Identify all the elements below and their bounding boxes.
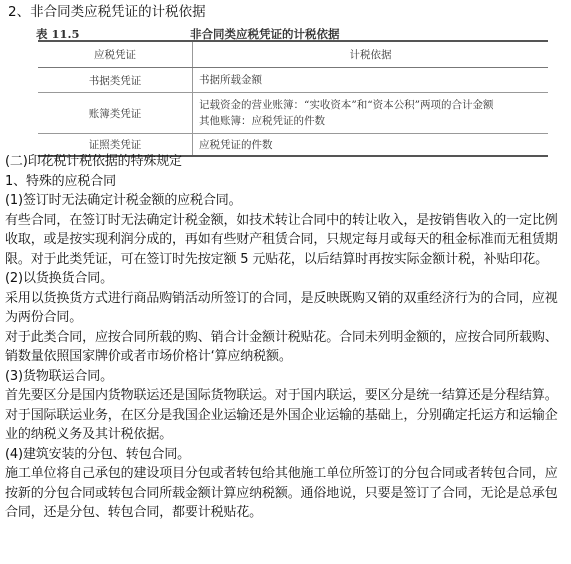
table-header-row [38,41,548,68]
paragraph: 施工单位将自己承包的建设项目分包或者转包给其他施工单位所签订的分包合同或者转包合同，应按新的分包合同或转包合同所载金额计算应纳税额。通俗地说，只要是签订了合同，无论是总承包合同，还是分包、转包合同，都要计税贴花。 [5,466,558,520]
subsection-heading: (二)印花税计税依据的特殊规定 [5,154,182,169]
table-title: 非合同类应税凭证的计税依据 [190,27,340,41]
paragraph: 有些合同，在签订时无法确定计税金额，如技术转让合同中的转让收入，是按销售收入的一定比例收取，或是按实现利润分成的，再如有些财产租赁合同，只规定每月或每天的租金标准而无租赁期限。对于此类凭证，可在签订时先按定额 5 元贴花，以后结算时再按实际金额计税，补贴印花。 [5,212,558,267]
item-heading: (4)建筑安装的分包、转包合同。 [5,446,191,462]
body-text [5,152,567,523]
tax-basis-line: 记载资金的营业账簿：“实收资本”和“资本公积”两项的合计金额 [199,99,494,111]
table-row [38,93,548,134]
tax-basis-line: 书据所载金额 [199,74,262,86]
voucher-type: 证照类凭证 [38,134,193,157]
tax-basis-line: 应税凭证的件数 [199,138,273,151]
paragraph: 首先要区分是国内货物联运还是国际货物联运。对于国内联运，要区分是统一结算还是分程结算。对于国际联运业务，在区分是我国企业运输还是外国企业运输的基础上，分别确定托运方和运输企业的纳税义务及其计税依据。 [5,388,558,442]
section-heading: 2、非合同类应税凭证的计税依据 [8,4,206,20]
item-heading: (2)以货换货合同。 [5,271,113,286]
table-number: 表 11.5 [36,27,80,41]
paragraph: 采用以货换货方式进行商品购销活动所签订的合同，是反映既购又销的双重经济行为的合同，应视为两份合同。 [5,290,558,325]
table-row [38,68,548,93]
paragraph: 对于此类合同，应按合同所载的购、销合计金额计税贴花。合同未列明金额的，应按合同所载购、销数量依照国家牌价或者市场价格计‘算应纳税额。 [5,329,558,364]
voucher-type: 书据类凭证 [38,68,193,93]
item-heading: (3)货物联运合同。 [5,368,113,384]
voucher-type: 账簿类凭证 [38,93,193,134]
header-voucher: 应税凭证 [38,41,193,68]
tax-basis-table [38,40,548,157]
tax-basis [193,93,549,134]
tax-basis-line: 其他账簿：应税凭证的件数 [199,115,325,127]
header-basis: 计税依据 [193,41,549,68]
item-heading: (1)签订时无法确定计税金额的应税合同。 [5,193,242,208]
tax-basis [193,68,549,93]
item-heading: 1、特殊的应税合同 [5,173,116,189]
